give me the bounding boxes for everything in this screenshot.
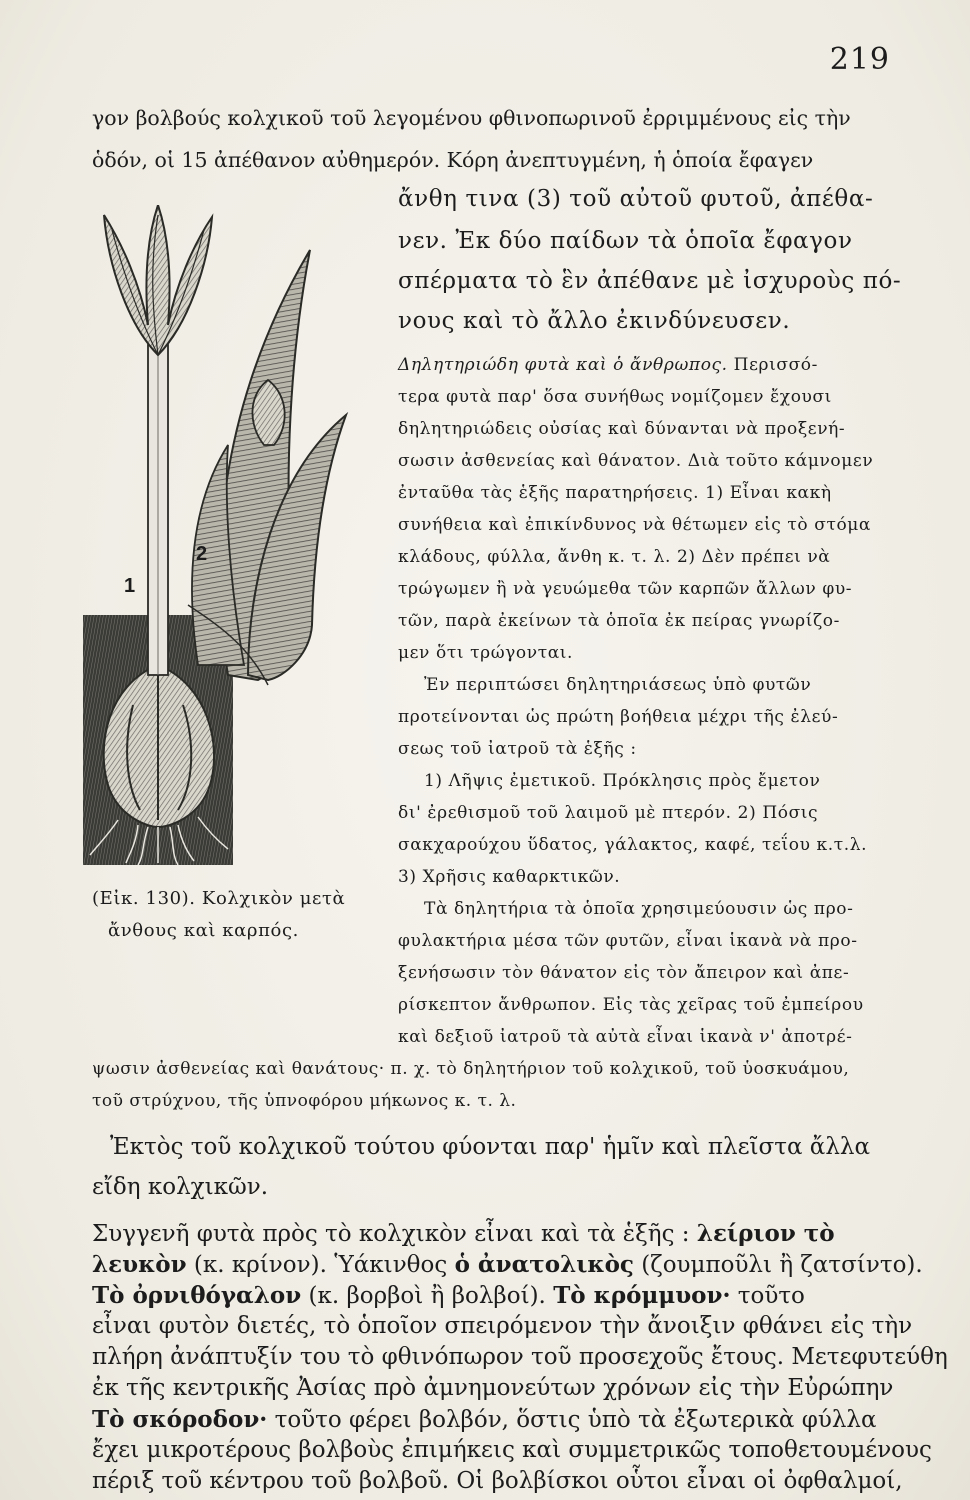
text-line: προτείνονται ὡς πρώτη βοήθεια μέχρι τῆς ἐλεύ- xyxy=(398,707,839,727)
colchicum-illustration xyxy=(78,205,386,865)
section-heading: Δηλητηριώδη φυτὰ καὶ ὁ ἄνθρωπος. xyxy=(398,355,728,375)
text-line: Ἐκτὸς τοῦ κολχικοῦ τούτου φύονται παρ' ἡμῖν καὶ πλεῖστα ἄλλα xyxy=(110,1134,870,1160)
text-line: ἔχει μικροτέρους βολβοὺς ἐπιμήκεις καὶ συμμετρικῶς τοποθετουμένους xyxy=(92,1437,932,1463)
text-line: εἶναι φυτὸν διετές, τὸ ὁποῖον σπειρόμενον τὴν ἄνοιξιν φθάνει εἰς τὴν xyxy=(92,1313,913,1339)
text-line: σπέρματα τὸ ἓν ἀπέθανε μὲ ἰσχυροὺς πό- xyxy=(398,268,902,294)
text-fragment: (κ. κρίνον). Ὑάκινθος xyxy=(186,1252,455,1278)
text-line: φυλακτήρια μέσα τῶν φυτῶν, εἶναι ἱκανὰ νὰ προ- xyxy=(398,931,858,951)
text-line: σεως τοῦ ἰατροῦ τὰ ἑξῆς : xyxy=(398,739,637,759)
text-line: γον βολβούς κολχικοῦ τοῦ λεγομένου φθινοπωρινοῦ ἐρριμμένους εἰς τὴν xyxy=(92,106,851,130)
text-line: τοῦ στρύχνου, τῆς ὑπνοφόρου μήκωνος κ. τ. λ. xyxy=(92,1091,517,1111)
text-line: ὁδόν, οἱ 15 ἀπέθανον αὐθημερόν. Κόρη ἀνεπτυγμένη, ἡ ὁποία ἔφαγεν xyxy=(92,148,814,172)
text-line xyxy=(92,1251,923,1278)
text-line: ξενήσωσιν τὸν θάνατον εἰς τὸν ἄπειρον καὶ ἀπε- xyxy=(398,963,850,983)
text-line: δηλητηριώδεις οὐσίας καὶ δύνανται νὰ προξενή- xyxy=(398,419,846,439)
text-fragment: τοῦτο xyxy=(730,1283,805,1309)
text-line: πέριξ τοῦ κέντρου τοῦ βολβοῦ. Οἱ βολβίσκοι οὗτοι εἶναι οἱ ὀφθαλμοί, xyxy=(92,1468,903,1494)
section-heading-line xyxy=(398,357,906,374)
plant-name: Τὸ κρόμμυον· xyxy=(553,1282,731,1309)
plant-name: λευκὸν xyxy=(92,1251,187,1278)
figure-label-2: 2 xyxy=(196,543,208,565)
plant-name: ὁ ἀνατολικὸς xyxy=(454,1251,634,1278)
text-fragment: (ζουμποῦλι ἢ ζατσίντο). xyxy=(633,1252,923,1278)
text-line xyxy=(92,1222,904,1246)
text-line: σακχαρούχου ὕδατος, γάλακτος, καφέ, τεΐου κ.τ.λ. xyxy=(398,835,868,855)
text-line: 3) Χρῆσις καθαρκτικῶν. xyxy=(398,867,621,887)
plant-drawing xyxy=(78,205,386,865)
text-line: καὶ δεξιοῦ ἰατροῦ τὰ αὐτὰ εἶναι ἱκανὰ ν' ἀποτρέ- xyxy=(398,1027,853,1047)
text-fragment: Συγγενῆ φυτὰ πρὸς τὸ κολχικὸν εἶναι καὶ τὰ ἑξῆς : xyxy=(92,1221,697,1247)
text-line: δι' ἐρεθισμοῦ τοῦ λαιμοῦ μὲ πτερόν. 2) Πόσις xyxy=(398,803,819,823)
text-line: ἄνθη τινα (3) τοῦ αὐτοῦ φυτοῦ, ἀπέθα- xyxy=(398,186,874,212)
plant-name: λείριον τὸ xyxy=(696,1220,835,1247)
text-line: Ἐν περιπτώσει δηλητηριάσεως ὑπὸ φυτῶν xyxy=(424,675,812,695)
figure-caption: (Εἰκ. 130). Κολχικὸν μετὰ xyxy=(92,888,346,909)
text-line: νεν. Ἐκ δύο παίδων τὰ ὁποῖα ἔφαγον xyxy=(398,228,853,254)
text-line: Τὰ δηλητήρια τὰ ὁποῖα χρησιμεύουσιν ὡς προ- xyxy=(424,899,854,919)
text-line: τρώγωμεν ἢ νὰ γευώμεθα τῶν καρπῶν ἄλλων φυ- xyxy=(398,579,853,599)
text-line: ψωσιν ἀσθενείας καὶ θανάτους· π. χ. τὸ δηλητήριον τοῦ κολχικοῦ, τοῦ ὑοσκυάμου, xyxy=(92,1059,850,1079)
text-line: τερα φυτὰ παρ' ὅσα συνήθως νομίζομεν ἔχουσι xyxy=(398,387,832,407)
page-number: 219 xyxy=(829,42,890,77)
text-line: ἐκ τῆς κεντρικῆς Ἀσίας πρὸ ἀμνημονεύτων χρόνων εἰς τὴν Εὐρώπην xyxy=(92,1375,894,1401)
text-line: κλάδους, φύλλα, ἄνθη κ. τ. λ. 2) Δὲν πρέπει νὰ xyxy=(398,547,831,567)
text-fragment: Περισσό- xyxy=(727,355,818,375)
text-line: συνήθεια καὶ ἐπικίνδυνος νὰ θέτωμεν εἰς τὸ στόμα xyxy=(398,515,872,535)
text-line: 1) Λῆψις ἐμετικοῦ. Πρόκλησις πρὸς ἔμετον xyxy=(424,771,821,791)
text-line: ἐνταῦθα τὰς ἑξῆς παρατηρήσεις. 1) Εἶναι κακὴ xyxy=(398,483,832,503)
flower-petals xyxy=(104,205,212,355)
text-fragment: (κ. βορβοὶ ἢ βολβοί). xyxy=(301,1283,554,1309)
text-line: τῶν, παρὰ ἐκείνων τὰ ὁποῖα ἐκ πείρας γνωρίζο- xyxy=(398,611,840,631)
text-line xyxy=(92,1408,904,1432)
figure-caption: ἄνθους καὶ καρπός. xyxy=(108,920,299,941)
text-fragment: τοῦτο φέρει βολβόν, ὅστις ὑπὸ τὰ ἐξωτερικὰ φύλλα xyxy=(267,1407,877,1433)
text-line xyxy=(92,1284,904,1308)
text-line: ρίσκεπτον ἄνθρωπον. Εἰς τὰς χεῖρας τοῦ ἐμπείρου xyxy=(398,995,864,1015)
text-line: σωσιν ἀσθενείας καὶ θάνατον. Διὰ τοῦτο κάμνομεν xyxy=(398,451,874,471)
plant-name: Τὸ σκόροδον· xyxy=(92,1406,268,1433)
plant-name: Τὸ ὀρνιθόγαλον xyxy=(92,1282,302,1309)
text-line: νους καὶ τὸ ἄλλο ἐκινδύνευσεν. xyxy=(398,308,791,334)
text-line: πλήρη ἀνάπτυξίν του τὸ φθινόπωρον τοῦ προσεχοῦς ἔτους. Μετεφυτεύθη xyxy=(92,1344,948,1370)
text-line: εἴδη κολχικῶν. xyxy=(92,1174,269,1200)
figure-label-1: 1 xyxy=(124,575,136,597)
text-line: μεν ὅτι τρώγονται. xyxy=(398,643,574,663)
